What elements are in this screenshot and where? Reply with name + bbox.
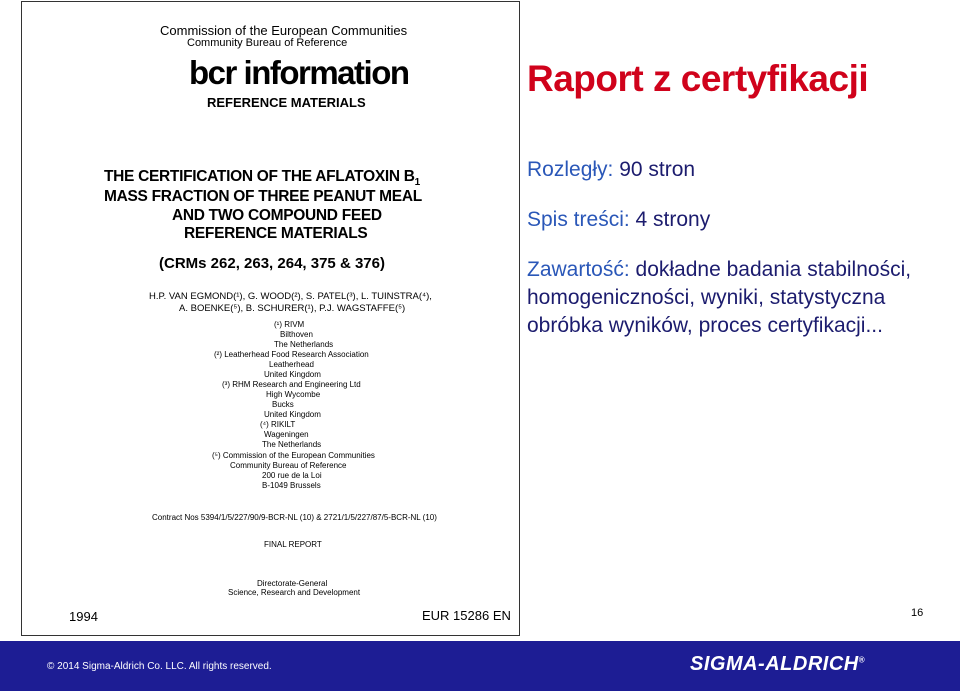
bcr-logo: bcr information (189, 54, 409, 91)
institution-rhm: (³) RHM Research and Engineering Ltd High Wycombe Bucks United Kingdom (222, 380, 361, 419)
institution-rivm: (¹) RIVM Bilthoven The Netherlands (274, 320, 334, 349)
authors-line-2: A. BOENKE(⁵), B. SCHURER(¹), P.J. WAGSTAFFE(⁵) (179, 303, 406, 314)
contract-numbers: Contract Nos 5394/1/5/227/90/9-BCR-NL (10) & 2721/1/5/227/87/5-BCR-NL (10) (152, 513, 437, 522)
institution-cec: (⁵) Commission of the European Communities Community Bureau of Reference 200 rue de la Loi B-1049 Brussels (212, 451, 375, 490)
report-year: 1994 (69, 609, 98, 624)
bullet-size-text: 90 stron (613, 158, 696, 181)
commission-heading: Commission of the European Communities (160, 23, 408, 38)
institution-rikilt: (⁴) RIKILT Wageningen The Netherlands (260, 420, 322, 449)
bullet-toc-text: 4 strony (629, 208, 711, 231)
slide-title: Raport z certyfikacji (527, 58, 869, 99)
report-title-line-1: THE CERTIFICATION OF THE AFLATOXIN $B_1$ (104, 168, 420, 189)
authors-line-1: H.P. VAN EGMOND(¹), G. WOOD(²), S. PATEL(³), L. TUINSTRA(⁴), (149, 291, 432, 302)
crm-numbers: (CRMs 262, 263, 264, 375 & 376) (159, 255, 385, 272)
eur-number: EUR 15286 EN (422, 608, 511, 623)
bullet-toc-label: Spis treści: (527, 208, 630, 231)
bullet-contents-text: dokładne badania stabilności, homogeniczności, wyniki, statystyczna obróbka wyników, proces certyfikacji... (527, 258, 912, 337)
title-subscript: 1 (414, 177, 420, 189)
final-report-label: FINAL REPORT (264, 540, 322, 549)
sigma-aldrich-logo: SIGMA-ALDRICH® (690, 653, 866, 675)
science-research-development: Science, Research and Development (228, 588, 361, 597)
directorate-general: Directorate-General (257, 579, 328, 588)
report-title-line-3: AND TWO COMPOUND FEED (172, 207, 382, 224)
bullet-size-label: Rozległy: (527, 158, 614, 181)
report-title-line-2: MASS FRACTION OF THREE PEANUT MEAL (104, 188, 422, 205)
report-title-line-4: REFERENCE MATERIALS (184, 225, 368, 242)
slide-page-number: 16 (911, 607, 924, 619)
institution-leatherhead: (²) Leatherhead Food Research Association Leatherhead United Kingdom (214, 350, 369, 379)
scanned-report-cover (21, 1, 520, 636)
registered-mark: ® (858, 655, 866, 665)
bullet-toc (527, 206, 710, 234)
bullet-contents-label: Zawartość: (527, 258, 630, 281)
footer-bar (0, 641, 960, 691)
bullet-size (527, 156, 695, 184)
bureau-heading: Community Bureau of Reference (187, 37, 348, 49)
bullet-contents (527, 256, 947, 340)
reference-materials-heading: REFERENCE MATERIALS (207, 95, 366, 110)
copyright-text: © 2014 Sigma-Aldrich Co. LLC. All rights reserved. (47, 661, 272, 672)
